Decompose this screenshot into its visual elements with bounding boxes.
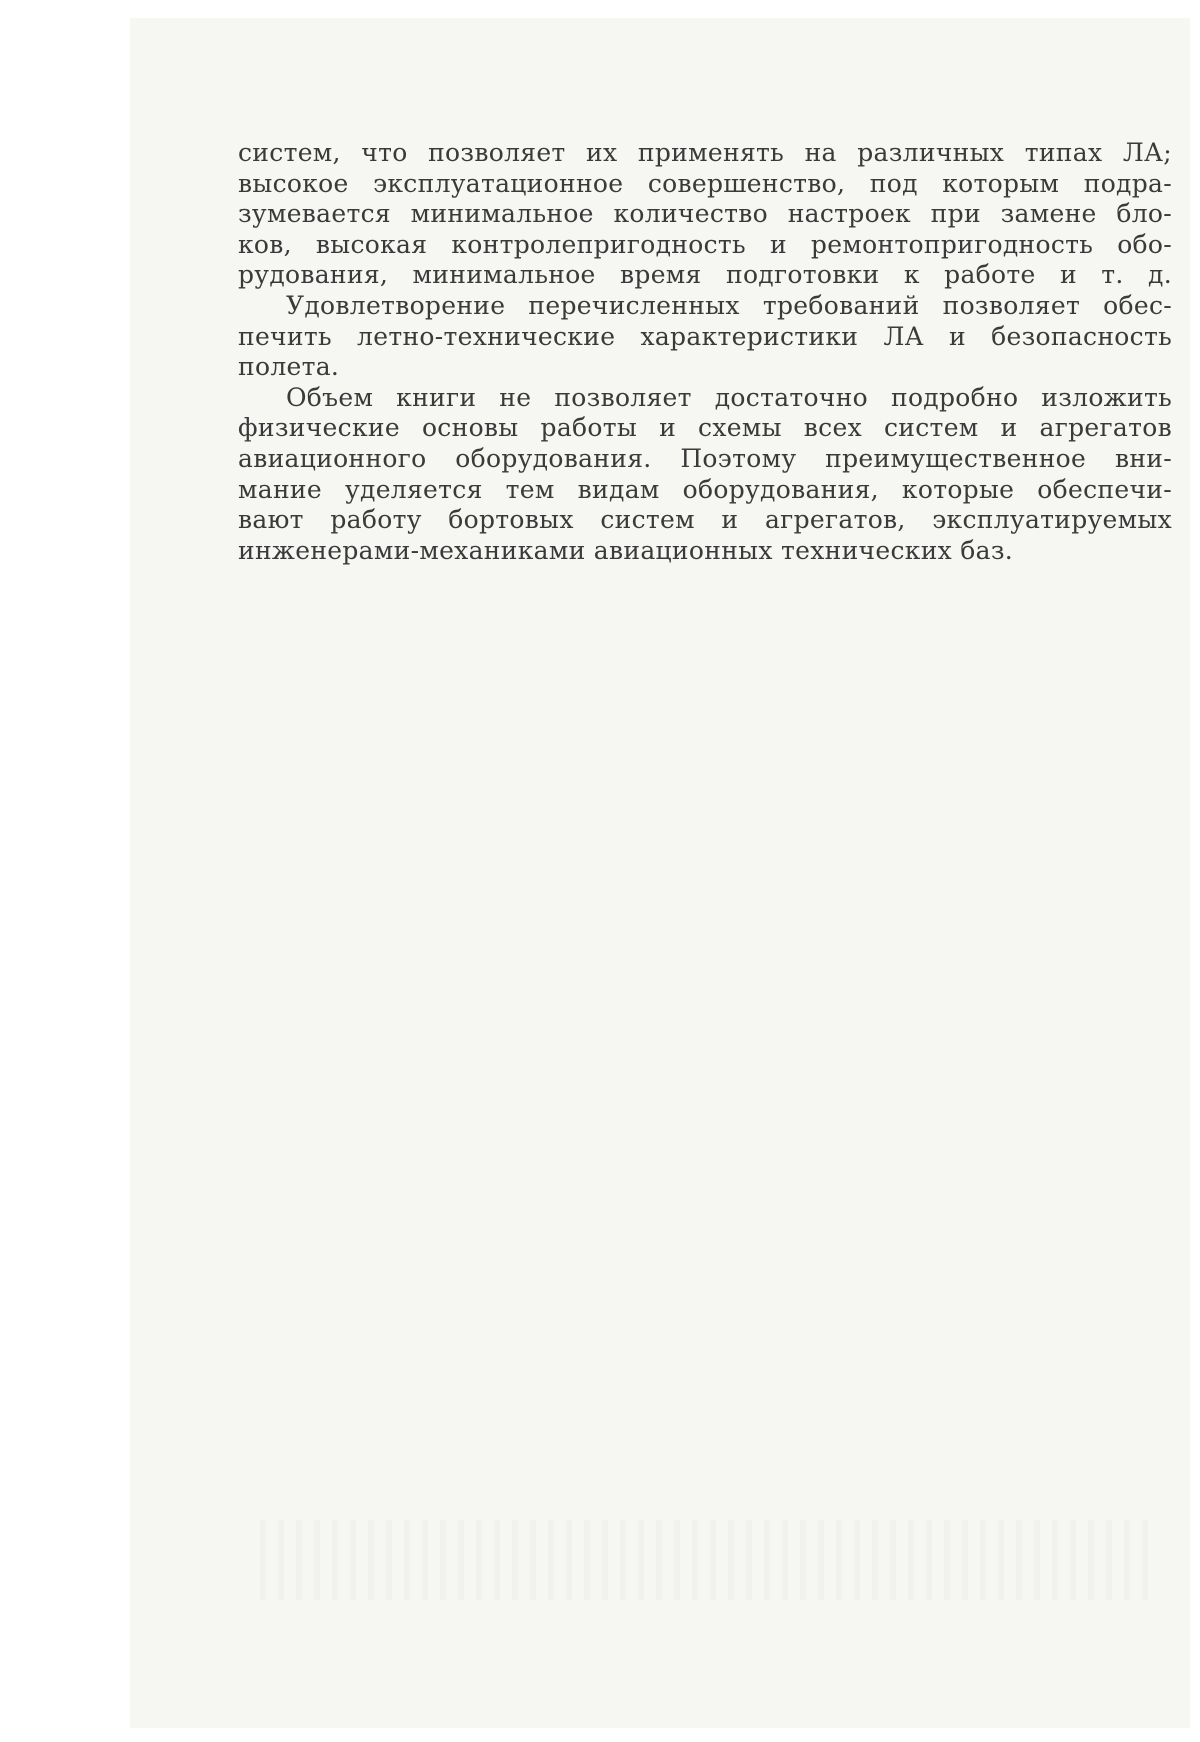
text-line: систем, что позволяет их применять на различных типах ЛА; — [238, 138, 1172, 167]
text-line: полета. — [238, 352, 340, 382]
paragraph-1 — [238, 138, 1172, 291]
text-line: физические основы работы и схемы всех систем и агрегатов — [238, 413, 1172, 443]
text-line: инженерами-механиками авиационных технических баз. — [238, 535, 1014, 565]
paragraph-2 — [238, 291, 1172, 383]
text-line: высокое эксплуатационное совершенство, под которым подра- — [238, 168, 1172, 198]
text-line: рудования, минимальное время подготовки к работе и т. д. — [238, 260, 1172, 290]
show-through-smudge — [260, 1520, 1160, 1600]
paragraph-3 — [238, 383, 1172, 567]
text-line: ков, высокая контролепригодность и ремонтопригодность обо- — [238, 229, 1172, 259]
text-line: Удовлетворение перечисленных требований позволяет обес- — [286, 290, 1172, 320]
text-line: Объем книги не позволяет достаточно подробно изложить — [286, 382, 1172, 412]
text-line: печить летно-технические характеристики ЛА и безопасность — [238, 321, 1172, 351]
text-line: вают работу бортовых систем и агрегатов, эксплуатируемых — [238, 505, 1172, 535]
text-line: мание уделяется тем видам оборудования, которые обеспечи- — [238, 474, 1172, 504]
text-line: зумевается минимальное количество настроек при замене бло- — [238, 199, 1172, 229]
text-line: авиационного оборудования. Поэтому преимущественное вни- — [238, 443, 1172, 473]
body-text — [238, 138, 1172, 566]
